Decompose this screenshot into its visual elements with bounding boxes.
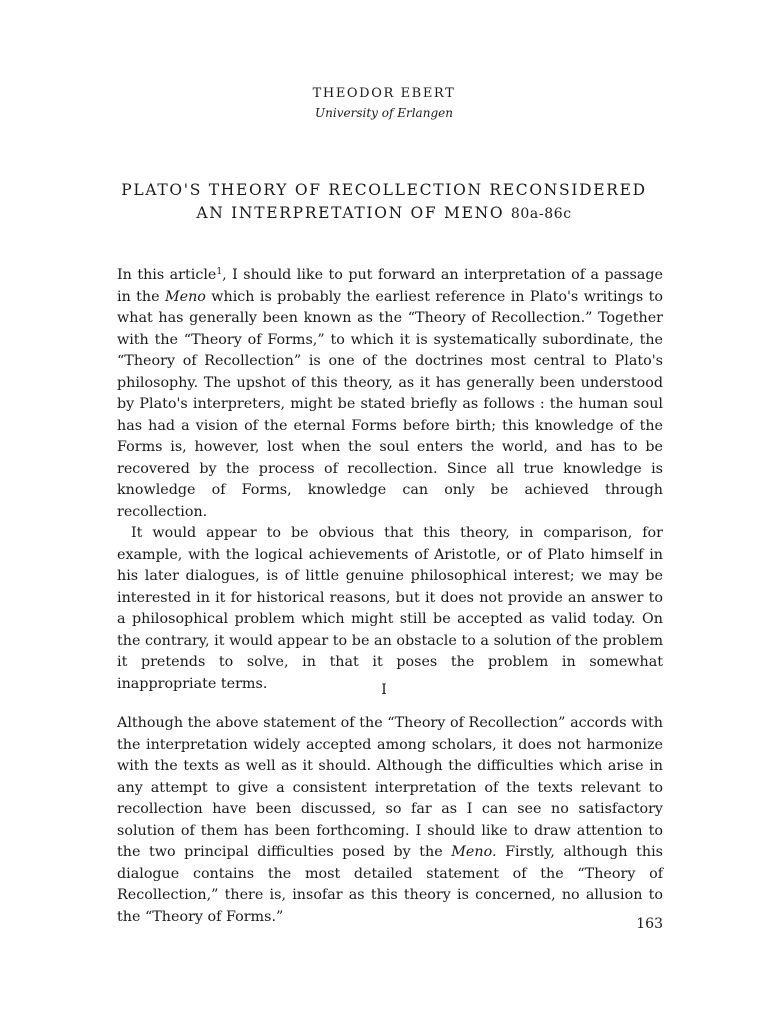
article-title-line-1: PLATO'S THEORY OF RECOLLECTION RECONSIDERED — [121, 181, 647, 199]
para3-part-2: Firstly, although this dialogue contains the most detailed statement of the “Theory of Recollection,” there is, insofar as this theory is concerned, no allusion to the “Theory of Forms.” — [117, 844, 663, 925]
paragraph-1 — [117, 265, 663, 523]
footnote-marker: 1 — [216, 267, 223, 277]
para1-part-2: , I should like to put forward an interpretation of a passage in the — [117, 267, 663, 305]
body-text-intro — [117, 265, 663, 695]
author-name: THEODOR EBERT — [312, 86, 456, 101]
body-text-section-1 — [117, 713, 663, 928]
title-main: AN INTERPRETATION OF MENO — [196, 204, 505, 222]
section-heading: I — [381, 682, 387, 698]
author-affiliation: University of Erlangen — [315, 106, 453, 120]
paragraph-2: It would appear to be obvious that this theory, in comparison, for example, with the logical achievements of Aristotle, or of Plato himself in his later dialogues, is of little genuine philosophical interest; we may be interested in it for historical reasons, but it does not provide an answer to a philosophical problem which might still be accepted as valid today. On the contrary, it would appear to be an obstacle to a solution of the problem it pretends to solve, in that it poses the problem in somewhat inappropriate terms. — [117, 525, 663, 692]
page-number: 163 — [636, 916, 663, 932]
article-title-line-2 — [0, 204, 768, 222]
title-passage-ref: 80a-86c — [510, 206, 572, 222]
paragraph-3 — [117, 713, 663, 928]
para1-part-3: which is probably the earliest reference in Plato's writings to what has generally been known as the “Theory of Recollection.” Together with the “Theory of Forms,” to which it is systematically subordinate, the “Theory of Recollection” is one of the doctrines most central to Plato's philosophy. The upshot of this theory, as it has generally been understood by Plato's interpreters, might be stated briefly as follows : the human soul has had a vision of the eternal Forms before birth; this knowledge of the Forms is, however, lost when the soul enters the world, and has to be recovered by the process of recollection. Since all true knowledge is knowledge of Forms, knowledge can only be achieved through recollection. — [117, 288, 663, 520]
para3-part-1: Although the above statement of the “Theory of Recollection” accords with the interpretation widely accepted among scholars, it does not harmonize with the texts as well as it should. Although the difficulties which arise in any attempt to give a consistent interpretation of the texts relevant to recollection have been discussed, so far as I can see no satisfactory solution of them has been forthcoming. I should like to draw attention to the two principal difficulties posed by the — [117, 715, 663, 860]
meno-italic-2: Meno. — [451, 844, 497, 860]
meno-italic: Meno — [164, 288, 206, 305]
para1-part-1: In this article — [117, 267, 217, 283]
